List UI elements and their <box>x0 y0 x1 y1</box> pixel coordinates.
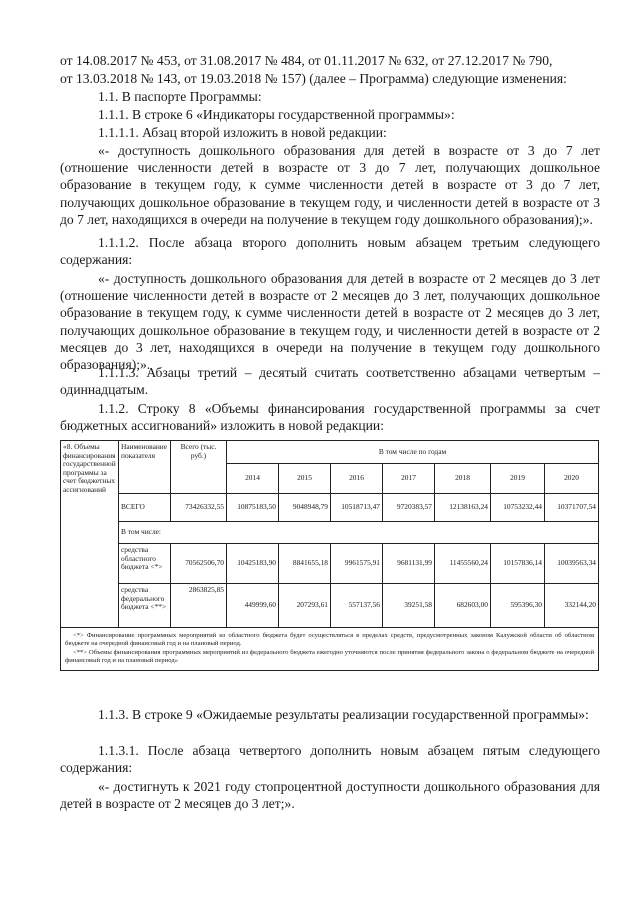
table-cell: 449999,60 <box>227 584 279 628</box>
table-cell: 332144,20 <box>545 584 599 628</box>
paragraph-1-1-1-1: 1.1.1.1. Абзац второй изложить в новой редакции: <box>98 125 387 140</box>
row-total-sum: 73426332,55 <box>171 494 227 522</box>
quote-indicator-3-7: «- доступность дошкольного образования для детей в возрасте от 3 до 7 лет (отношение численности детей в возрасте от 3 до 7 лет, получающих дошкольное образование в текущем году, к сумме численности детей в возрасте от 3 до 7 лет, получающих дошкольное образование в текущем году, и численности детей в возрасте от 3 до 7 лет, находящихся в очереди на получение в текущем году дошкольного образования);». <box>60 143 600 227</box>
table-cell: 10157836,14 <box>491 544 545 584</box>
row-total-label: ВСЕГО <box>119 494 171 522</box>
table-cell: 9681131,99 <box>383 544 435 584</box>
year-header: 2017 <box>383 464 435 494</box>
including-label: В том числе: <box>119 522 599 544</box>
table-cell: 8841655,18 <box>279 544 331 584</box>
year-header: 2016 <box>331 464 383 494</box>
paragraph-1-1-3: 1.1.3. В строке 9 «Ожидаемые результаты реализации государственной программы»: <box>98 707 589 722</box>
footnote-federal: <**> Объемы финансирования программных мероприятий из федерального бюджета ежегодно уточняются после принятия федерального закона о федеральном бюджете на очередной финансовый год и на плановый период» <box>65 648 595 665</box>
year-header: 2020 <box>545 464 599 494</box>
quote-goal-2021: «- достигнуть к 2021 году стопроцентной доступности дошкольного образования для детей в возрасте от 2 месяцев до 3 лет;». <box>60 779 600 812</box>
year-header: 2014 <box>227 464 279 494</box>
row-federal-sum: 2863825,85 <box>171 584 227 628</box>
year-header: 2015 <box>279 464 331 494</box>
paragraph-1-1-3-1: 1.1.3.1. После абзаца четвертого дополнить новым абзацем пятым следующего содержания: <box>60 743 600 776</box>
table-cell: 9720383,57 <box>383 494 435 522</box>
table-cell: 10875183,50 <box>227 494 279 522</box>
table-cell: 595396,30 <box>491 584 545 628</box>
quote-indicator-2m-3: «- доступность дошкольного образования для детей в возрасте от 2 месяцев до 3 лет (отношение численности детей в возрасте от 2 месяцев до 3 лет, получающих дошкольное образование в текущем году, к сумме численности детей в возрасте от 2 месяцев до 3 лет, получающих дошкольное образование в текущем году, и численности детей в возрасте от 2 месяцев до 3 лет, находящихся в очереди на получение в текущем году дошкольного образования);». <box>60 271 600 373</box>
year-header: 2019 <box>491 464 545 494</box>
table-cell: 10425183,90 <box>227 544 279 584</box>
paragraph-1-1-1: 1.1.1. В строке 6 «Индикаторы государственной программы»: <box>98 107 455 122</box>
row-regional-label: средства областного бюджета <*> <box>119 544 171 584</box>
row-federal-label: средства федерального бюджета <**> <box>119 584 171 628</box>
years-header: В том числе по годам <box>227 441 599 464</box>
table-cell: 39251,58 <box>383 584 435 628</box>
col-name-header: Наименование показателя <box>119 441 171 494</box>
row-title-cell: «8. Объемы финансирования государственной программы за счет бюджетных ассигнований <box>61 441 119 628</box>
row-regional-sum: 70562506,70 <box>171 544 227 584</box>
year-header: 2018 <box>435 464 491 494</box>
col-total-header: Всего (тыс. руб.) <box>171 441 227 494</box>
table-cell: 11455560,24 <box>435 544 491 584</box>
table-cell: 9961575,91 <box>331 544 383 584</box>
footnote-regional: <*> Финансирование программных мероприятий из областного бюджета будет осуществляться в пределах средств, предусмотренных законом Калужской области об областном бюджете на очередной финансовый год и на плановый период. <box>65 632 595 648</box>
table-footnotes <box>61 628 599 671</box>
paragraph-1-1-2: 1.1.2. Строку 8 «Объемы финансирования государственной программы за счет бюджетных ассигнований» изложить в новой редакции: <box>60 401 600 434</box>
table-cell: 10039563,34 <box>545 544 599 584</box>
table-cell: 10371707,54 <box>545 494 599 522</box>
paragraph-1-1-1-3: 1.1.1.3. Абзацы третий – десятый считать соответственно абзацами четвертым – одиннадцатым. <box>60 365 600 398</box>
table-cell: 9048948,79 <box>279 494 331 522</box>
table-cell: 10518713,47 <box>331 494 383 522</box>
table-cell: 557137,56 <box>331 584 383 628</box>
intro-line-1: от 14.08.2017 № 453, от 31.08.2017 № 484, от 01.11.2017 № 632, от 27.12.2017 № 790, <box>60 53 553 68</box>
table-cell: 207293,61 <box>279 584 331 628</box>
intro-line-2: от 13.03.2018 № 143, от 19.03.2018 № 157) (далее – Программа) следующие изменения: <box>60 71 567 86</box>
table-cell: 682603,00 <box>435 584 491 628</box>
table-cell: 12138163,24 <box>435 494 491 522</box>
table-cell: 10753232,44 <box>491 494 545 522</box>
financing-table <box>60 440 599 671</box>
paragraph-1-1-1-2: 1.1.1.2. После абзаца второго дополнить новым абзацем третьим следующего содержания: <box>60 235 600 268</box>
paragraph-1-1: 1.1. В паспорте Программы: <box>98 89 262 104</box>
